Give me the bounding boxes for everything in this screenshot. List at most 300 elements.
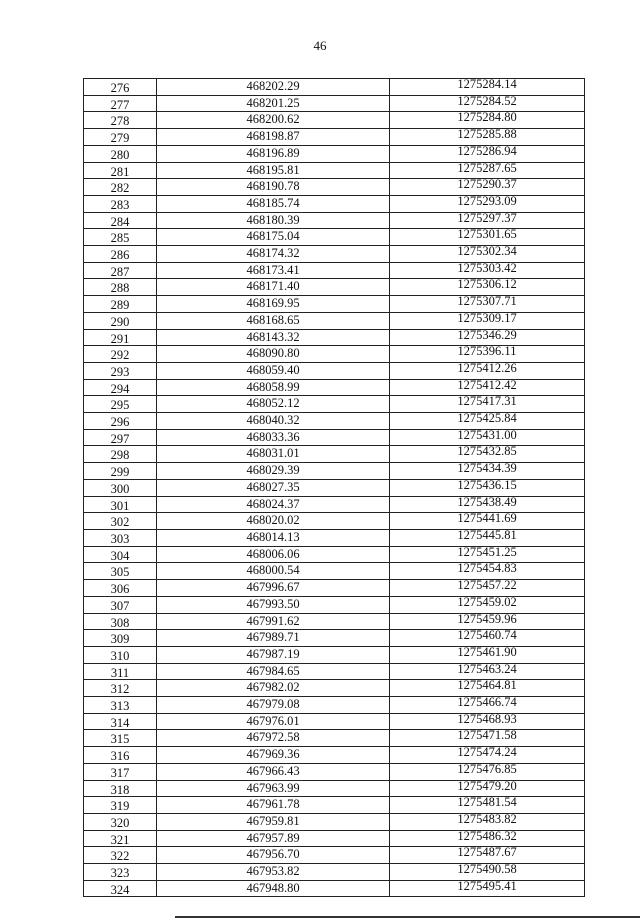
- cell-value: 1275396.11: [457, 345, 517, 359]
- cell-value: 302: [110, 515, 130, 530]
- y-coordinate-cell: [390, 529, 585, 546]
- table-row: [84, 429, 585, 446]
- cell-value: 1275307.71: [457, 295, 517, 309]
- cell-value: 468173.41: [246, 262, 300, 277]
- x-coordinate-cell: [157, 262, 390, 279]
- cell-value: 294: [110, 381, 130, 396]
- cell-value: 306: [110, 582, 130, 597]
- table-row: [84, 379, 585, 396]
- point-number-cell: [84, 229, 157, 246]
- cell-value: 1275438.49: [457, 496, 517, 509]
- cell-value: 277: [110, 97, 130, 112]
- cell-value: 1275346.29: [457, 329, 517, 342]
- table-row: [84, 797, 585, 814]
- cell-value: 468168.65: [246, 312, 300, 327]
- point-number-cell: [84, 546, 157, 563]
- y-coordinate-cell: [390, 613, 585, 630]
- cell-value: 297: [110, 431, 130, 446]
- x-coordinate-cell: [157, 362, 390, 379]
- y-coordinate-cell: [390, 813, 585, 830]
- point-number-cell: [84, 596, 157, 613]
- cell-value: 1275481.54: [457, 796, 517, 810]
- y-coordinate-cell: [390, 279, 585, 296]
- cell-value: 285: [110, 231, 130, 246]
- point-number-cell: [84, 663, 157, 680]
- x-coordinate-cell: [157, 563, 390, 580]
- cell-value: 1275454.83: [457, 562, 517, 576]
- cell-value: 467969.36: [246, 747, 300, 762]
- cell-value: 1275459.02: [457, 596, 517, 609]
- cell-value: 1275460.74: [457, 629, 517, 643]
- y-coordinate-cell: [390, 79, 585, 96]
- cell-value: 468059.40: [246, 362, 300, 377]
- table-row: [84, 496, 585, 513]
- table-row: [84, 112, 585, 129]
- table-row: [84, 312, 585, 329]
- cell-value: 283: [110, 197, 130, 212]
- cell-value: 303: [110, 531, 130, 546]
- cell-value: 308: [110, 615, 130, 630]
- x-coordinate-cell: [157, 496, 390, 513]
- table-row: [84, 413, 585, 430]
- point-number-cell: [84, 413, 157, 430]
- table-row: [84, 780, 585, 797]
- x-coordinate-cell: [157, 145, 390, 162]
- point-number-cell: [84, 246, 157, 263]
- x-coordinate-cell: [157, 112, 390, 129]
- cell-value: 1275293.09: [457, 195, 517, 208]
- x-coordinate-cell: [157, 864, 390, 881]
- x-coordinate-cell: [157, 346, 390, 363]
- cell-value: 468006.06: [246, 546, 300, 561]
- cell-value: 1275468.93: [457, 713, 517, 726]
- table-row: [84, 813, 585, 830]
- cell-value: 468169.95: [246, 296, 300, 311]
- x-coordinate-cell: [157, 780, 390, 797]
- cell-value: 1275463.24: [457, 663, 517, 676]
- x-coordinate-cell: [157, 195, 390, 212]
- point-number-cell: [84, 129, 157, 146]
- y-coordinate-cell: [390, 246, 585, 263]
- point-number-cell: [84, 713, 157, 730]
- cell-value: 284: [110, 214, 130, 229]
- point-number-cell: [84, 95, 157, 112]
- table-row: [84, 446, 585, 463]
- cell-value: 467957.89: [246, 830, 300, 845]
- y-coordinate-cell: [390, 479, 585, 496]
- y-coordinate-cell: [390, 296, 585, 313]
- table-row: [84, 346, 585, 363]
- y-coordinate-cell: [390, 396, 585, 413]
- cell-value: 324: [110, 882, 130, 897]
- point-number-cell: [84, 446, 157, 463]
- cell-value: 1275412.42: [457, 379, 517, 392]
- cell-value: 468052.12: [246, 396, 300, 411]
- point-number-cell: [84, 780, 157, 797]
- x-coordinate-cell: [157, 646, 390, 663]
- y-coordinate-cell: [390, 362, 585, 379]
- cell-value: 1275287.65: [457, 162, 517, 175]
- cell-value: 468202.29: [246, 79, 300, 93]
- y-coordinate-cell: [390, 864, 585, 881]
- point-number-cell: [84, 613, 157, 630]
- table-row: [84, 847, 585, 864]
- cell-value: 1275486.32: [457, 830, 517, 843]
- cell-value: 304: [110, 548, 130, 563]
- table-row: [84, 613, 585, 630]
- y-coordinate-cell: [390, 780, 585, 797]
- x-coordinate-cell: [157, 630, 390, 647]
- cell-value: 467982.02: [246, 680, 300, 695]
- cell-value: 320: [110, 815, 130, 830]
- point-number-cell: [84, 747, 157, 764]
- cell-value: 278: [110, 114, 130, 129]
- cell-value: 1275445.81: [457, 529, 517, 542]
- table-row: [84, 129, 585, 146]
- table-row: [84, 596, 585, 613]
- table-row: [84, 195, 585, 212]
- x-coordinate-cell: [157, 179, 390, 196]
- cell-value: 1275441.69: [457, 512, 517, 526]
- x-coordinate-cell: [157, 229, 390, 246]
- cell-value: 1275290.37: [457, 178, 517, 192]
- cell-value: 467961.78: [246, 797, 300, 812]
- cell-value: 1275471.58: [457, 729, 517, 743]
- table-row: [84, 646, 585, 663]
- cell-value: 316: [110, 749, 130, 764]
- cell-value: 467972.58: [246, 730, 300, 745]
- table-row: [84, 179, 585, 196]
- table-row: [84, 713, 585, 730]
- y-coordinate-cell: [390, 496, 585, 513]
- cell-value: 467948.80: [246, 880, 300, 895]
- cell-value: 1275479.20: [457, 780, 517, 793]
- x-coordinate-cell: [157, 596, 390, 613]
- x-coordinate-cell: [157, 312, 390, 329]
- table-row: [84, 630, 585, 647]
- cell-value: 314: [110, 715, 130, 730]
- table-row: [84, 580, 585, 597]
- point-number-cell: [84, 730, 157, 747]
- cell-value: 468029.39: [246, 463, 300, 478]
- y-coordinate-cell: [390, 446, 585, 463]
- cell-value: 1275436.15: [457, 479, 517, 492]
- y-coordinate-cell: [390, 262, 585, 279]
- cell-value: 467996.67: [246, 580, 300, 595]
- cell-value: 305: [110, 565, 130, 580]
- cell-value: 296: [110, 415, 130, 430]
- y-coordinate-cell: [390, 713, 585, 730]
- cell-value: 468195.81: [246, 162, 300, 177]
- y-coordinate-cell: [390, 663, 585, 680]
- x-coordinate-cell: [157, 680, 390, 697]
- cell-value: 1275297.37: [457, 212, 517, 225]
- cell-value: 1275476.85: [457, 763, 517, 776]
- cell-value: 1275286.94: [457, 145, 517, 158]
- cell-value: 1275490.58: [457, 863, 517, 877]
- x-coordinate-cell: [157, 663, 390, 680]
- cell-value: 318: [110, 782, 130, 797]
- y-coordinate-cell: [390, 129, 585, 146]
- point-number-cell: [84, 362, 157, 379]
- table-row: [84, 396, 585, 413]
- y-coordinate-cell: [390, 596, 585, 613]
- cell-value: 1275303.42: [457, 262, 517, 275]
- scan-edge-line: [175, 916, 640, 918]
- cell-value: 468174.32: [246, 246, 300, 261]
- x-coordinate-cell: [157, 830, 390, 847]
- cell-value: 291: [110, 331, 130, 346]
- cell-value: 468014.13: [246, 529, 300, 544]
- x-coordinate-cell: [157, 212, 390, 229]
- table-row: [84, 246, 585, 263]
- cell-value: 1275495.41: [457, 880, 517, 893]
- y-coordinate-cell: [390, 429, 585, 446]
- point-number-cell: [84, 646, 157, 663]
- cell-value: 293: [110, 364, 130, 379]
- cell-value: 1275464.81: [457, 679, 517, 693]
- x-coordinate-cell: [157, 162, 390, 179]
- table-row: [84, 513, 585, 530]
- table-row: [84, 563, 585, 580]
- cell-value: 467993.50: [246, 596, 300, 611]
- x-coordinate-cell: [157, 713, 390, 730]
- point-number-cell: [84, 112, 157, 129]
- cell-value: 286: [110, 248, 130, 263]
- cell-value: 310: [110, 648, 130, 663]
- cell-value: 315: [110, 732, 130, 747]
- y-coordinate-cell: [390, 145, 585, 162]
- cell-value: 1275309.17: [457, 312, 517, 325]
- cell-value: 467959.81: [246, 813, 300, 828]
- x-coordinate-cell: [157, 813, 390, 830]
- point-number-cell: [84, 179, 157, 196]
- x-coordinate-cell: [157, 329, 390, 346]
- table-row: [84, 479, 585, 496]
- coordinates-table-body: [84, 79, 585, 897]
- y-coordinate-cell: [390, 513, 585, 530]
- x-coordinate-cell: [157, 429, 390, 446]
- point-number-cell: [84, 379, 157, 396]
- y-coordinate-cell: [390, 179, 585, 196]
- y-coordinate-cell: [390, 763, 585, 780]
- y-coordinate-cell: [390, 563, 585, 580]
- cell-value: 309: [110, 632, 130, 647]
- point-number-cell: [84, 463, 157, 480]
- cell-value: 468200.62: [246, 112, 300, 127]
- cell-value: 468198.87: [246, 129, 300, 144]
- cell-value: 468000.54: [246, 563, 300, 578]
- x-coordinate-cell: [157, 613, 390, 630]
- y-coordinate-cell: [390, 379, 585, 396]
- point-number-cell: [84, 212, 157, 229]
- cell-value: 292: [110, 348, 130, 363]
- cell-value: 1275412.26: [457, 362, 517, 375]
- table-row: [84, 747, 585, 764]
- point-number-cell: [84, 630, 157, 647]
- cell-value: 282: [110, 181, 130, 196]
- x-coordinate-cell: [157, 413, 390, 430]
- cell-value: 1275474.24: [457, 746, 517, 760]
- table-row: [84, 329, 585, 346]
- cell-value: 301: [110, 498, 130, 513]
- table-row: [84, 680, 585, 697]
- point-number-cell: [84, 312, 157, 329]
- y-coordinate-cell: [390, 413, 585, 430]
- cell-value: 317: [110, 765, 130, 780]
- cell-value: 307: [110, 598, 130, 613]
- cell-value: 1275431.00: [457, 429, 517, 442]
- cell-value: 288: [110, 281, 130, 296]
- y-coordinate-cell: [390, 847, 585, 864]
- y-coordinate-cell: [390, 880, 585, 897]
- cell-value: 468171.40: [246, 279, 300, 294]
- point-number-cell: [84, 262, 157, 279]
- y-coordinate-cell: [390, 830, 585, 847]
- cell-value: 319: [110, 799, 130, 814]
- point-number-cell: [84, 813, 157, 830]
- table-row: [84, 880, 585, 897]
- cell-value: 467956.70: [246, 847, 300, 862]
- y-coordinate-cell: [390, 463, 585, 480]
- table-row: [84, 463, 585, 480]
- cell-value: 1275483.82: [457, 813, 517, 826]
- y-coordinate-cell: [390, 162, 585, 179]
- table-row: [84, 830, 585, 847]
- x-coordinate-cell: [157, 95, 390, 112]
- cell-value: 468143.32: [246, 329, 300, 344]
- table-row: [84, 730, 585, 747]
- cell-value: 300: [110, 481, 130, 496]
- table-row: [84, 529, 585, 546]
- cell-value: 468201.25: [246, 95, 300, 110]
- cell-value: 1275459.96: [457, 613, 517, 626]
- cell-value: 1275284.14: [457, 78, 517, 91]
- cell-value: 1275434.39: [457, 462, 517, 476]
- x-coordinate-cell: [157, 129, 390, 146]
- cell-value: 276: [110, 81, 130, 95]
- y-coordinate-cell: [390, 229, 585, 246]
- y-coordinate-cell: [390, 630, 585, 647]
- x-coordinate-cell: [157, 730, 390, 747]
- cell-value: 1275432.85: [457, 445, 517, 459]
- point-number-cell: [84, 195, 157, 212]
- y-coordinate-cell: [390, 697, 585, 714]
- x-coordinate-cell: [157, 296, 390, 313]
- cell-value: 287: [110, 264, 130, 279]
- point-number-cell: [84, 680, 157, 697]
- cell-value: 312: [110, 682, 130, 697]
- cell-value: 1275306.12: [457, 278, 517, 292]
- point-number-cell: [84, 429, 157, 446]
- y-coordinate-cell: [390, 346, 585, 363]
- cell-value: 281: [110, 164, 130, 179]
- y-coordinate-cell: [390, 312, 585, 329]
- cell-value: 295: [110, 398, 130, 413]
- cell-value: 1275417.31: [457, 395, 517, 409]
- table-row: [84, 262, 585, 279]
- cell-value: 467991.62: [246, 613, 300, 628]
- y-coordinate-cell: [390, 747, 585, 764]
- point-number-cell: [84, 329, 157, 346]
- y-coordinate-cell: [390, 730, 585, 747]
- cell-value: 468058.99: [246, 379, 300, 394]
- cell-value: 1275284.52: [457, 95, 517, 108]
- table-row: [84, 95, 585, 112]
- x-coordinate-cell: [157, 79, 390, 96]
- cell-value: 279: [110, 131, 130, 146]
- cell-value: 299: [110, 465, 130, 480]
- y-coordinate-cell: [390, 546, 585, 563]
- y-coordinate-cell: [390, 112, 585, 129]
- x-coordinate-cell: [157, 463, 390, 480]
- point-number-cell: [84, 529, 157, 546]
- cell-value: 467979.08: [246, 697, 300, 712]
- table-row: [84, 697, 585, 714]
- cell-value: 467963.99: [246, 780, 300, 795]
- cell-value: 1275487.67: [457, 846, 517, 860]
- y-coordinate-cell: [390, 195, 585, 212]
- cell-value: 1275425.84: [457, 412, 517, 426]
- table-row: [84, 212, 585, 229]
- y-coordinate-cell: [390, 680, 585, 697]
- x-coordinate-cell: [157, 529, 390, 546]
- point-number-cell: [84, 346, 157, 363]
- page-number: 46: [313, 38, 327, 53]
- cell-value: 468033.36: [246, 429, 300, 444]
- table-row: [84, 546, 585, 563]
- point-number-cell: [84, 162, 157, 179]
- point-number-cell: [84, 296, 157, 313]
- cell-value: 468020.02: [246, 513, 300, 528]
- point-number-cell: [84, 847, 157, 864]
- coordinates-table: [83, 78, 585, 897]
- cell-value: 1275466.74: [457, 696, 517, 710]
- cell-value: 467976.01: [246, 713, 300, 728]
- point-number-cell: [84, 145, 157, 162]
- cell-value: 321: [110, 832, 130, 847]
- x-coordinate-cell: [157, 580, 390, 597]
- point-number-cell: [84, 830, 157, 847]
- cell-value: 323: [110, 866, 130, 881]
- point-number-cell: [84, 79, 157, 96]
- cell-value: 313: [110, 699, 130, 714]
- y-coordinate-cell: [390, 95, 585, 112]
- x-coordinate-cell: [157, 747, 390, 764]
- cell-value: 1275451.25: [457, 546, 517, 559]
- cell-value: 467987.19: [246, 646, 300, 661]
- point-number-cell: [84, 697, 157, 714]
- table-row: [84, 763, 585, 780]
- y-coordinate-cell: [390, 646, 585, 663]
- x-coordinate-cell: [157, 847, 390, 864]
- point-number-cell: [84, 797, 157, 814]
- cell-value: 468031.01: [246, 446, 300, 461]
- cell-value: 1275301.65: [457, 228, 517, 242]
- x-coordinate-cell: [157, 513, 390, 530]
- table-row: [84, 279, 585, 296]
- x-coordinate-cell: [157, 880, 390, 897]
- cell-value: 468196.89: [246, 145, 300, 160]
- table-row: [84, 79, 585, 96]
- table-row: [84, 663, 585, 680]
- point-number-cell: [84, 563, 157, 580]
- cell-value: 1275461.90: [457, 646, 517, 659]
- cell-value: 468180.39: [246, 212, 300, 227]
- cell-value: 467953.82: [246, 864, 300, 879]
- x-coordinate-cell: [157, 279, 390, 296]
- point-number-cell: [84, 580, 157, 597]
